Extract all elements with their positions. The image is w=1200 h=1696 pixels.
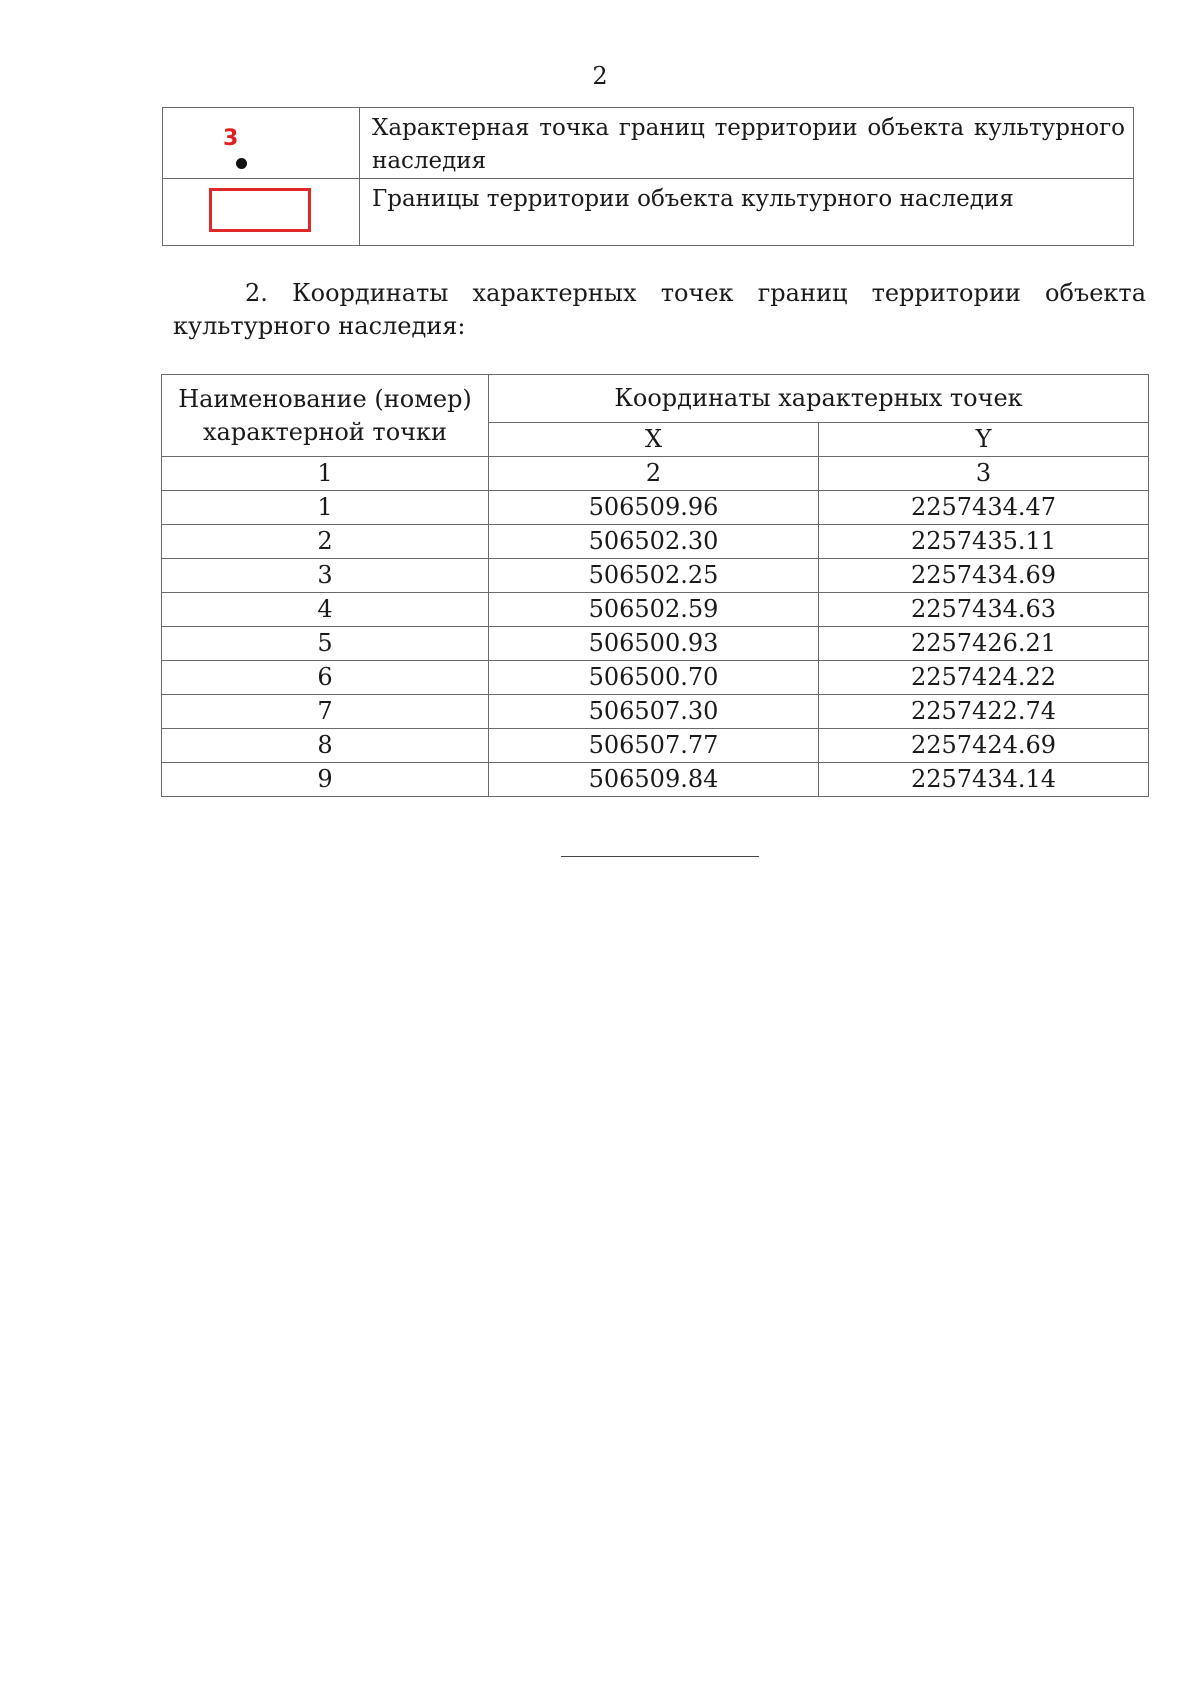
y-value: 2257434.14 xyxy=(819,763,1149,797)
coordinates-paragraph xyxy=(173,277,1146,343)
column-number-row xyxy=(162,457,1149,491)
y-value: 2257424.22 xyxy=(819,661,1149,695)
point-number: 9 xyxy=(162,763,489,797)
point-number: 2 xyxy=(162,525,489,559)
header-x: X xyxy=(489,423,819,457)
column-number: 2 xyxy=(489,457,819,491)
end-of-document-rule xyxy=(561,856,759,857)
y-value: 2257424.69 xyxy=(819,729,1149,763)
table-row xyxy=(162,559,1149,593)
paragraph-line: 2. Координаты характерных точек границ территории объекта xyxy=(245,279,1146,307)
legend-table xyxy=(162,107,1134,246)
table-row xyxy=(162,695,1149,729)
point-number-label: 3 xyxy=(223,126,239,151)
y-value: 2257434.69 xyxy=(819,559,1149,593)
x-value: 506507.30 xyxy=(489,695,819,729)
y-value: 2257422.74 xyxy=(819,695,1149,729)
legend-description: Характерная точка границ территории объекта культурного наследия xyxy=(360,108,1134,179)
point-number: 5 xyxy=(162,627,489,661)
point-number: 7 xyxy=(162,695,489,729)
legend-symbol-cell xyxy=(163,108,360,179)
point-number: 3 xyxy=(162,559,489,593)
table-row xyxy=(162,763,1149,797)
boundary-rectangle-icon xyxy=(209,188,311,232)
x-value: 506500.70 xyxy=(489,661,819,695)
paragraph-line: культурного наследия: xyxy=(173,312,466,340)
x-value: 506509.84 xyxy=(489,763,819,797)
point-number: 8 xyxy=(162,729,489,763)
y-value: 2257435.11 xyxy=(819,525,1149,559)
page-number: 2 xyxy=(592,62,608,90)
x-value: 506502.59 xyxy=(489,593,819,627)
column-number: 3 xyxy=(819,457,1149,491)
table-row xyxy=(162,729,1149,763)
point-number: 6 xyxy=(162,661,489,695)
y-value: 2257434.47 xyxy=(819,491,1149,525)
column-number: 1 xyxy=(162,457,489,491)
point-number: 1 xyxy=(162,491,489,525)
coordinates-table xyxy=(161,374,1149,797)
table-row xyxy=(162,661,1149,695)
x-value: 506507.77 xyxy=(489,729,819,763)
table-row xyxy=(162,593,1149,627)
x-value: 506500.93 xyxy=(489,627,819,661)
x-value: 506502.30 xyxy=(489,525,819,559)
point-number: 4 xyxy=(162,593,489,627)
table-row xyxy=(162,627,1149,661)
header-point-name: Наименование (номер) характерной точки xyxy=(162,375,489,457)
header-y: Y xyxy=(819,423,1149,457)
y-value: 2257434.63 xyxy=(819,593,1149,627)
table-row xyxy=(162,491,1149,525)
point-marker-icon xyxy=(236,158,247,169)
x-value: 506509.96 xyxy=(489,491,819,525)
table-header-row xyxy=(162,375,1149,423)
legend-symbol-cell xyxy=(163,179,360,246)
header-coordinates: Координаты характерных точек xyxy=(489,375,1149,423)
legend-row-point xyxy=(163,108,1134,179)
table-row xyxy=(162,525,1149,559)
x-value: 506502.25 xyxy=(489,559,819,593)
y-value: 2257426.21 xyxy=(819,627,1149,661)
legend-description: Границы территории объекта культурного наследия xyxy=(360,179,1134,246)
legend-row-boundary xyxy=(163,179,1134,246)
